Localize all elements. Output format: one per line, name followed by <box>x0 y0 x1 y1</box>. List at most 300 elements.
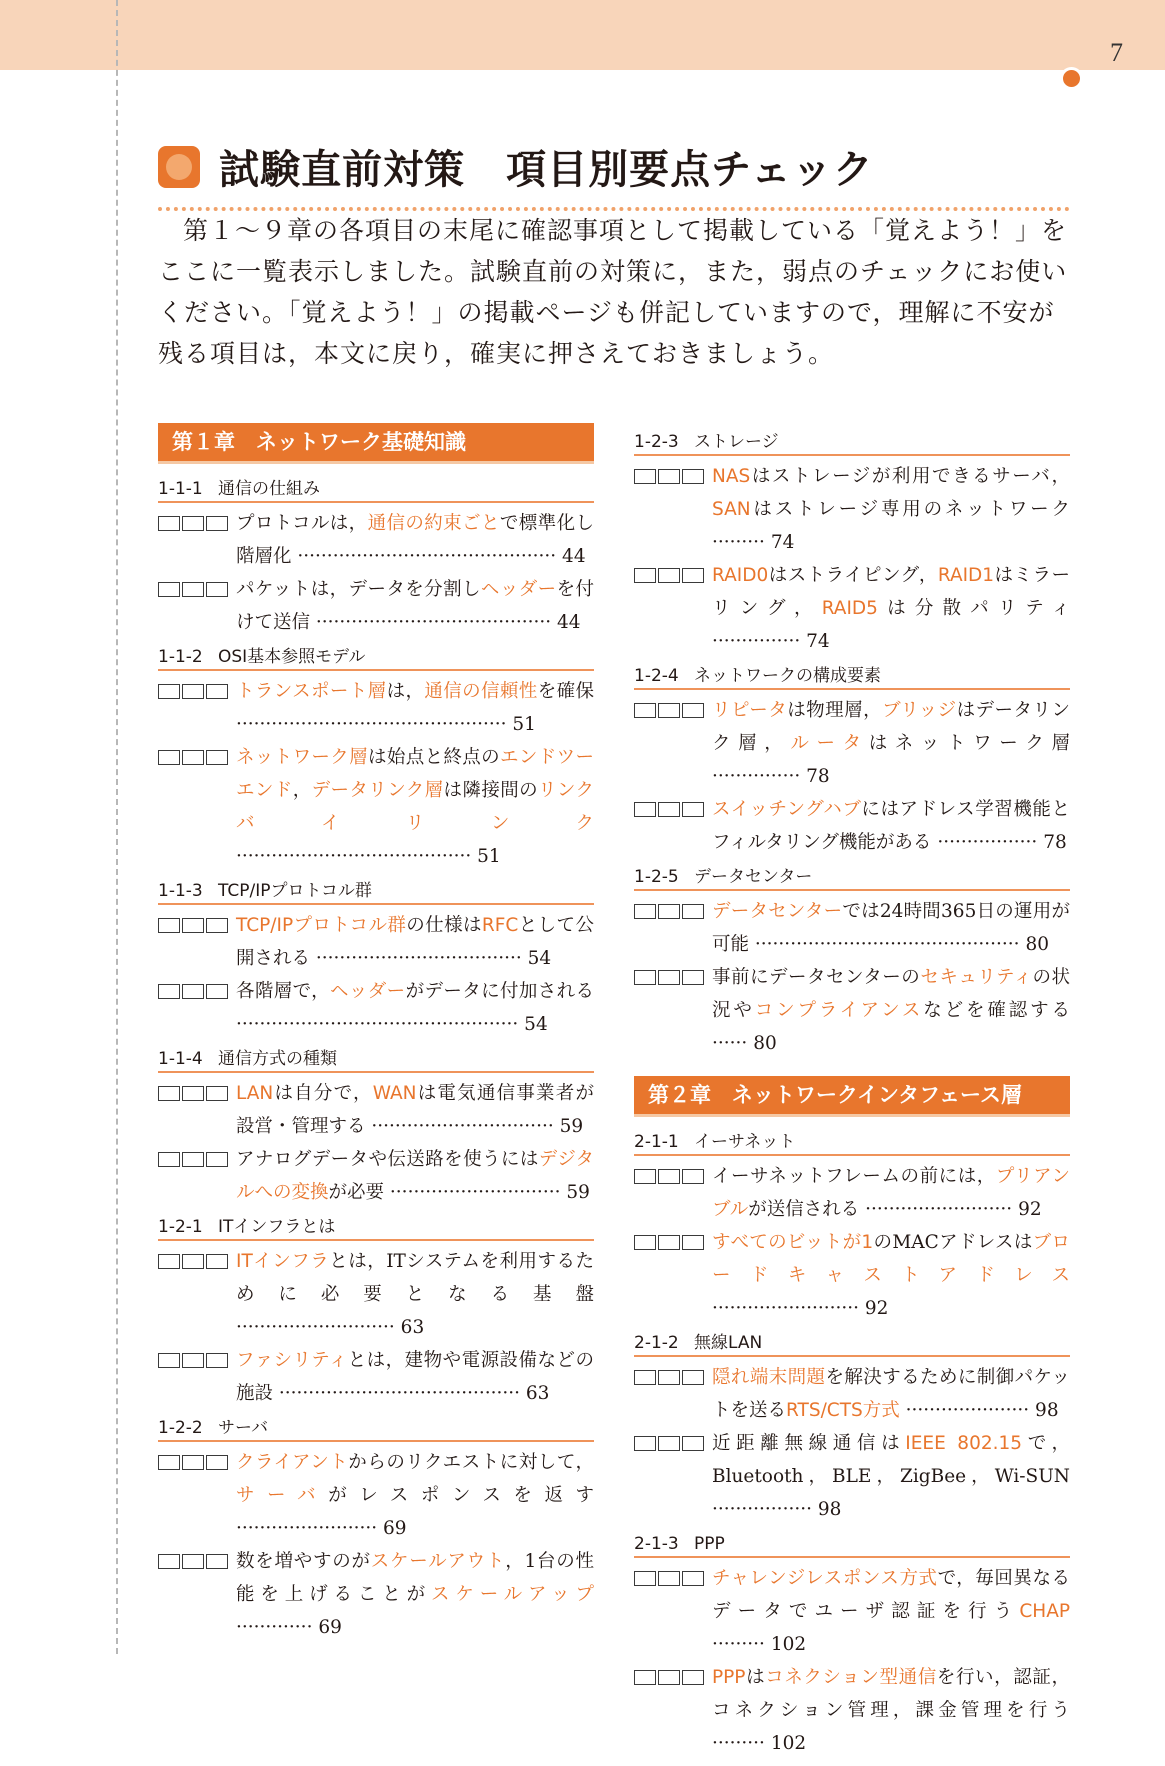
checkbox[interactable] <box>206 516 228 531</box>
checkbox[interactable] <box>658 1169 680 1184</box>
checkbox[interactable] <box>206 1152 228 1167</box>
checkbox-group <box>158 675 236 699</box>
key-term: ブロードキャストアドレス <box>712 1232 1070 1286</box>
checkbox[interactable] <box>158 750 180 765</box>
header-band <box>0 0 1165 70</box>
section-title: PPP <box>694 1534 725 1554</box>
leader-dots: ········· <box>712 532 765 553</box>
leader-dots: ········································ <box>315 612 552 633</box>
item-text-part: 各階層で， <box>236 981 331 1002</box>
checklist-item <box>634 1562 1070 1661</box>
leader-dots: ··································· <box>315 948 522 969</box>
item-text-part: は <box>745 1667 766 1688</box>
section-number: 1-2-1 <box>158 1217 203 1237</box>
checkbox-group <box>634 793 712 817</box>
leader-dots: ··············· <box>712 631 801 652</box>
page-reference: 63 <box>400 1317 425 1338</box>
checkbox[interactable] <box>682 1235 704 1250</box>
checklist-item <box>634 895 1070 961</box>
item-text-part: はストライピング， <box>768 565 938 586</box>
checklist-item <box>158 1143 594 1209</box>
key-term: クライアント <box>236 1452 349 1473</box>
checkbox[interactable] <box>206 1353 228 1368</box>
item-text-part: は始点と終点の <box>368 747 501 768</box>
item-text-part: では24時間365日の運用が可能 <box>712 901 1070 955</box>
checkbox-group <box>634 1562 712 1586</box>
checkbox-group <box>634 559 712 583</box>
item-text <box>236 1143 594 1209</box>
item-text <box>712 961 1070 1060</box>
checkbox[interactable] <box>634 904 656 919</box>
checkbox[interactable] <box>158 1455 180 1470</box>
checklist-item <box>634 460 1070 559</box>
left-sections <box>158 477 594 1644</box>
section-number: 1-2-3 <box>634 432 679 452</box>
leader-dots: ························ <box>236 1518 378 1539</box>
section-title: データセンター <box>694 867 813 887</box>
key-term: セキュリティ <box>920 967 1033 988</box>
checkbox[interactable] <box>634 1571 656 1586</box>
item-text <box>712 694 1070 793</box>
checkbox[interactable] <box>682 1571 704 1586</box>
checkbox[interactable] <box>206 1254 228 1269</box>
section-number: 1-2-5 <box>634 867 679 887</box>
right-sections-after <box>634 1130 1070 1760</box>
item-text-part: 数を増やすのが <box>236 1551 371 1572</box>
key-term: TCP/IPプロトコル群 <box>236 915 407 936</box>
checkbox-group <box>158 507 236 531</box>
checkbox-group <box>158 741 236 765</box>
leader-dots: ····························· <box>389 1182 561 1203</box>
key-term: RFC <box>481 915 519 936</box>
checklist-item <box>634 1160 1070 1226</box>
checkbox[interactable] <box>634 703 656 718</box>
checkbox[interactable] <box>158 918 180 933</box>
checkbox[interactable] <box>682 1436 704 1451</box>
checkbox[interactable] <box>182 1554 204 1569</box>
page-reference: 59 <box>559 1116 584 1137</box>
item-text-part: を付けて送信 <box>236 579 594 633</box>
checkbox[interactable] <box>158 1086 180 1101</box>
checkbox[interactable] <box>634 1370 656 1385</box>
section-number: 1-1-3 <box>158 881 203 901</box>
checkbox-group <box>158 1344 236 1368</box>
checkbox[interactable] <box>182 1254 204 1269</box>
checklist-item <box>634 1427 1070 1526</box>
binding-guide-line <box>116 0 118 1654</box>
checkbox-group <box>634 1160 712 1184</box>
page-marker-dot-icon <box>1060 67 1083 90</box>
page-reference: 74 <box>770 532 795 553</box>
item-text-part: の仕様は <box>406 915 482 936</box>
checkbox[interactable] <box>182 1353 204 1368</box>
key-term: LAN <box>236 1083 274 1104</box>
section-heading <box>158 1047 594 1073</box>
checkbox[interactable] <box>682 802 704 817</box>
item-text-part: は物理層， <box>787 700 883 721</box>
section-heading <box>634 1532 1070 1558</box>
item-text <box>236 975 594 1041</box>
checkbox[interactable] <box>206 918 228 933</box>
checkbox[interactable] <box>658 802 680 817</box>
page-reference: 51 <box>477 846 501 867</box>
item-text-part: 近距離無線通信は <box>712 1433 906 1454</box>
section-title: ITインフラとは <box>218 1217 336 1237</box>
checkbox[interactable] <box>658 1370 680 1385</box>
checkbox-group <box>158 1446 236 1470</box>
section-title: TCP/IPプロトコル群 <box>218 881 372 901</box>
item-text <box>712 1661 1070 1760</box>
checkbox[interactable] <box>658 904 680 919</box>
checkbox[interactable] <box>658 469 680 484</box>
section-heading <box>634 1331 1070 1357</box>
checkbox[interactable] <box>158 684 180 699</box>
right-column <box>634 430 1070 1766</box>
section-number: 1-1-1 <box>158 479 203 499</box>
section-number: 1-2-4 <box>634 666 679 686</box>
checkbox[interactable] <box>206 582 228 597</box>
checkbox[interactable] <box>682 1169 704 1184</box>
checkbox[interactable] <box>206 984 228 999</box>
section-1-2-3 <box>634 430 1070 658</box>
item-text-part: からのリクエストに対して， <box>348 1452 594 1473</box>
checkbox[interactable] <box>634 1670 656 1685</box>
section-1-1-4 <box>158 1047 594 1209</box>
checkbox[interactable] <box>182 582 204 597</box>
checkbox[interactable] <box>682 1370 704 1385</box>
item-text-part: にはアドレス学習機能とフィルタリング機能がある <box>712 799 1070 853</box>
checkbox[interactable] <box>182 1455 204 1470</box>
item-text-part: はストレージ専用のネットワーク <box>750 499 1070 520</box>
checkbox[interactable] <box>206 750 228 765</box>
page-reference: 59 <box>566 1182 590 1203</box>
checkbox[interactable] <box>634 1235 656 1250</box>
checklist-item <box>158 909 594 975</box>
checklist-item <box>158 1077 594 1143</box>
checkbox[interactable] <box>158 582 180 597</box>
key-term: NAS <box>712 466 751 487</box>
checkbox[interactable] <box>206 1455 228 1470</box>
checklist-item <box>634 1226 1070 1325</box>
item-text <box>236 909 594 975</box>
section-number: 2-1-1 <box>634 1132 679 1152</box>
key-term: コネクション型通信 <box>765 1667 937 1688</box>
checkbox[interactable] <box>182 984 204 999</box>
page-title: 試験直前対策 項目別要点チェック <box>219 147 874 193</box>
item-text <box>712 1226 1070 1325</box>
checkbox-group <box>634 895 712 919</box>
section-title: 無線LAN <box>694 1333 763 1353</box>
item-text-part: の状況や <box>712 967 1070 1021</box>
item-text-part: は分散パリティ <box>877 598 1071 619</box>
key-term: リンクバイリンク <box>236 780 594 834</box>
leader-dots: ······ <box>712 1033 748 1054</box>
item-text-part: で標準化し階層化 <box>236 513 594 567</box>
key-term: コンプライアンス <box>754 1000 924 1021</box>
heading-bullet-icon <box>158 146 200 188</box>
checkbox[interactable] <box>682 904 704 919</box>
page-reference: 102 <box>770 1733 807 1754</box>
right-sections-before <box>634 430 1070 1060</box>
item-text <box>236 1245 594 1344</box>
section-title: ネットワークの構成要素 <box>694 666 881 686</box>
key-term: エンドツーエンド <box>236 747 594 801</box>
item-text-part: がレスポンスを返す <box>328 1485 594 1506</box>
checkbox[interactable] <box>634 1169 656 1184</box>
key-term: 隠れ端末問題 <box>712 1367 826 1388</box>
checklist-item <box>634 559 1070 658</box>
section-heading <box>634 430 1070 456</box>
checkbox[interactable] <box>658 1235 680 1250</box>
item-text <box>236 573 594 639</box>
section-2-1-1 <box>634 1130 1070 1325</box>
page-reference: 44 <box>557 612 581 633</box>
checkbox[interactable] <box>634 568 656 583</box>
key-term: ブリッジ <box>882 700 957 721</box>
checkbox[interactable] <box>658 703 680 718</box>
checklist-item <box>634 1361 1070 1427</box>
page-reference: 80 <box>753 1033 777 1054</box>
checkbox-group <box>634 694 712 718</box>
item-text-part: はデータリンク層， <box>712 700 1070 754</box>
checkbox[interactable] <box>682 970 704 985</box>
item-text-part: がデータに付加される <box>405 981 594 1002</box>
section-title: 通信の仕組み <box>218 479 320 499</box>
item-text-part: はネットワーク層 <box>868 733 1070 754</box>
checkbox[interactable] <box>182 750 204 765</box>
item-text <box>712 1427 1070 1526</box>
page-reference: 78 <box>806 766 830 787</box>
section-heading <box>158 1215 594 1241</box>
item-text-part: は自分で， <box>273 1083 373 1104</box>
leader-dots: ··························· <box>236 1317 395 1338</box>
leader-dots: ··············· <box>712 766 801 787</box>
item-text <box>236 1545 594 1644</box>
checkbox-group <box>634 1427 712 1451</box>
key-term: 通信の信頼性 <box>424 681 538 702</box>
checklist-item <box>158 1446 594 1545</box>
section-heading <box>158 879 594 905</box>
leader-dots: ········································· <box>278 1383 521 1404</box>
checkbox[interactable] <box>158 516 180 531</box>
checkbox[interactable] <box>158 1152 180 1167</box>
leader-dots: ························· <box>712 1298 860 1319</box>
key-term: ITインフラ <box>236 1251 330 1272</box>
item-text-part: で，Bluetooth，BLE，ZigBee，Wi-SUN <box>712 1433 1070 1487</box>
section-number: 1-2-2 <box>158 1418 203 1438</box>
section-title: ストレージ <box>694 432 779 452</box>
page-number: 7 <box>1110 38 1123 67</box>
leader-dots: ········· <box>712 1634 765 1655</box>
checkbox[interactable] <box>658 1670 680 1685</box>
leader-dots: ················· <box>712 1499 812 1520</box>
checkbox[interactable] <box>206 684 228 699</box>
item-text-part: はミラーリング， <box>712 565 1070 619</box>
section-1-1-2 <box>158 645 594 873</box>
item-text-part: とは，建物や電源設備などの施設 <box>236 1350 594 1404</box>
section-heading <box>158 645 594 671</box>
section-number: 2-1-3 <box>634 1534 679 1554</box>
checkbox-group <box>634 961 712 985</box>
key-term: トランスポート層 <box>236 681 387 702</box>
intro-paragraph: 第１～９章の各項目の末尾に確認事項として掲載している「覚えよう！」をここに一覧表示しました。試験直前の対策に，また，弱点のチェックにお使いください。「覚えよう！」の掲載ページも併記していますので，理解に不安が残る項目は，本文に戻り，確実に押さえておきましょう。 <box>158 216 1068 368</box>
item-text-part: ， <box>292 780 312 801</box>
leader-dots: ············································ <box>297 546 557 567</box>
key-term: RAID5 <box>821 598 878 619</box>
key-term: 通信の約束ごと <box>367 513 500 534</box>
key-term: サーバ <box>236 1485 329 1506</box>
checkbox[interactable] <box>682 568 704 583</box>
leader-dots: ············································· <box>754 934 1020 955</box>
key-term: デジタルへの変換 <box>236 1149 594 1203</box>
key-term: データリンク層 <box>311 780 444 801</box>
checkbox[interactable] <box>634 970 656 985</box>
key-term: チャレンジレスポンス方式 <box>712 1568 938 1589</box>
item-text-part: イーサネットフレームの前には， <box>712 1166 996 1187</box>
checkbox-group <box>634 1361 712 1385</box>
item-text-part: アナログデータや伝送路を使うには <box>236 1149 539 1170</box>
checklist-item <box>158 507 594 573</box>
section-number: 2-1-2 <box>634 1333 679 1353</box>
section-heading <box>634 865 1070 891</box>
left-column <box>158 423 594 1650</box>
item-text <box>712 793 1070 859</box>
item-text-part: を行い，認証，コネクション管理，課金管理を行う <box>712 1667 1070 1721</box>
checkbox[interactable] <box>682 469 704 484</box>
checkbox[interactable] <box>182 516 204 531</box>
item-text-part: とは，ITシステムを利用するために必要となる基盤 <box>236 1251 594 1305</box>
key-term: スケールアップ <box>430 1584 594 1605</box>
section-1-2-5 <box>634 865 1070 1060</box>
item-text <box>712 1361 1070 1427</box>
item-text <box>712 1562 1070 1661</box>
item-text-part: は電気通信事業者が設営・管理する <box>236 1083 594 1137</box>
key-term: スイッチングハブ <box>712 799 862 820</box>
page-reference: 69 <box>383 1518 407 1539</box>
section-heading <box>158 1416 594 1442</box>
key-term: IEEE 802.15 <box>905 1433 1023 1454</box>
key-term: リピータ <box>712 700 788 721</box>
checkbox[interactable] <box>158 1353 180 1368</box>
checkbox[interactable] <box>182 684 204 699</box>
checkbox[interactable] <box>634 469 656 484</box>
checklist-item <box>634 961 1070 1060</box>
item-text-part: を解決するために制御パケットを送る <box>712 1367 1070 1421</box>
section-heading <box>158 477 594 503</box>
checkbox-group <box>634 460 712 484</box>
checkbox[interactable] <box>658 568 680 583</box>
leader-dots: ················· <box>937 832 1038 853</box>
checkbox[interactable] <box>182 918 204 933</box>
page-reference: 98 <box>817 1499 842 1520</box>
leader-dots: ····················· <box>905 1400 1030 1421</box>
checkbox[interactable] <box>682 1670 704 1685</box>
key-term: データセンター <box>712 901 843 922</box>
item-text-part: を確保 <box>537 681 594 702</box>
page-reference: 78 <box>1043 832 1067 853</box>
item-text <box>236 1344 594 1410</box>
chapter-1-heading: 第１章 ネットワーク基礎知識 <box>158 423 594 464</box>
checkbox[interactable] <box>634 1436 656 1451</box>
item-text-part: は， <box>386 681 425 702</box>
checkbox[interactable] <box>658 970 680 985</box>
page-reference: 51 <box>512 714 536 735</box>
item-text <box>236 1446 594 1545</box>
checkbox-group <box>158 1077 236 1101</box>
section-1-1-1 <box>158 477 594 639</box>
checklist-item <box>158 573 594 639</box>
checklist-item <box>158 1245 594 1344</box>
checkbox[interactable] <box>182 1086 204 1101</box>
leader-dots: ························· <box>865 1199 1013 1220</box>
item-text-part: が必要 <box>328 1182 385 1203</box>
checkbox[interactable] <box>658 1436 680 1451</box>
section-1-1-3 <box>158 879 594 1041</box>
section-heading <box>634 664 1070 690</box>
key-term: WAN <box>372 1083 417 1104</box>
checkbox-group <box>158 1245 236 1269</box>
key-term: SAN <box>712 499 751 520</box>
item-text-part: などを確認する <box>923 1000 1070 1021</box>
checklist-item <box>158 675 594 741</box>
checkbox[interactable] <box>634 802 656 817</box>
item-text <box>712 895 1070 961</box>
leader-dots: ············· <box>236 1617 313 1638</box>
checklist-item <box>634 1661 1070 1760</box>
checkbox[interactable] <box>158 1554 180 1569</box>
section-2-1-3 <box>634 1532 1070 1760</box>
checkbox[interactable] <box>206 1554 228 1569</box>
page-reference: 102 <box>770 1634 807 1655</box>
item-text-part: はストレージが利用できるサーバ， <box>750 466 1070 487</box>
item-text <box>236 1077 594 1143</box>
leader-dots: ·············································· <box>236 714 507 735</box>
key-term: RTS/CTS方式 <box>786 1400 900 1421</box>
leader-dots: ········· <box>712 1733 765 1754</box>
checkbox[interactable] <box>206 1086 228 1101</box>
key-term: ルータ <box>790 733 869 754</box>
checklist-item <box>634 793 1070 859</box>
item-text <box>236 507 594 573</box>
checkbox-group <box>158 1143 236 1167</box>
key-term: RAID1 <box>937 565 995 586</box>
key-term: すべてのビットが1 <box>712 1232 874 1253</box>
checklist-item <box>158 741 594 873</box>
checkbox-group <box>634 1226 712 1250</box>
checklist-item <box>634 694 1070 793</box>
page-reference: 98 <box>1035 1400 1059 1421</box>
checkbox[interactable] <box>182 1152 204 1167</box>
checkbox[interactable] <box>682 703 704 718</box>
section-number: 1-1-4 <box>158 1049 203 1069</box>
item-text-part: が送信される <box>748 1199 860 1220</box>
page-reference: 63 <box>525 1383 550 1404</box>
key-term: ヘッダー <box>330 981 406 1002</box>
section-2-1-2 <box>634 1331 1070 1526</box>
page-reference: 54 <box>527 948 552 969</box>
checkbox[interactable] <box>158 984 180 999</box>
item-text-part: は隣接間の <box>443 780 539 801</box>
page-heading <box>158 138 1070 211</box>
checkbox[interactable] <box>158 1254 180 1269</box>
page-reference: 92 <box>1018 1199 1042 1220</box>
section-1-2-2 <box>158 1416 594 1644</box>
checkbox[interactable] <box>658 1571 680 1586</box>
checklist-item <box>158 975 594 1041</box>
leader-dots: ················································ <box>236 1014 519 1035</box>
key-term: スケールアウト <box>370 1551 506 1572</box>
item-text <box>712 1160 1070 1226</box>
